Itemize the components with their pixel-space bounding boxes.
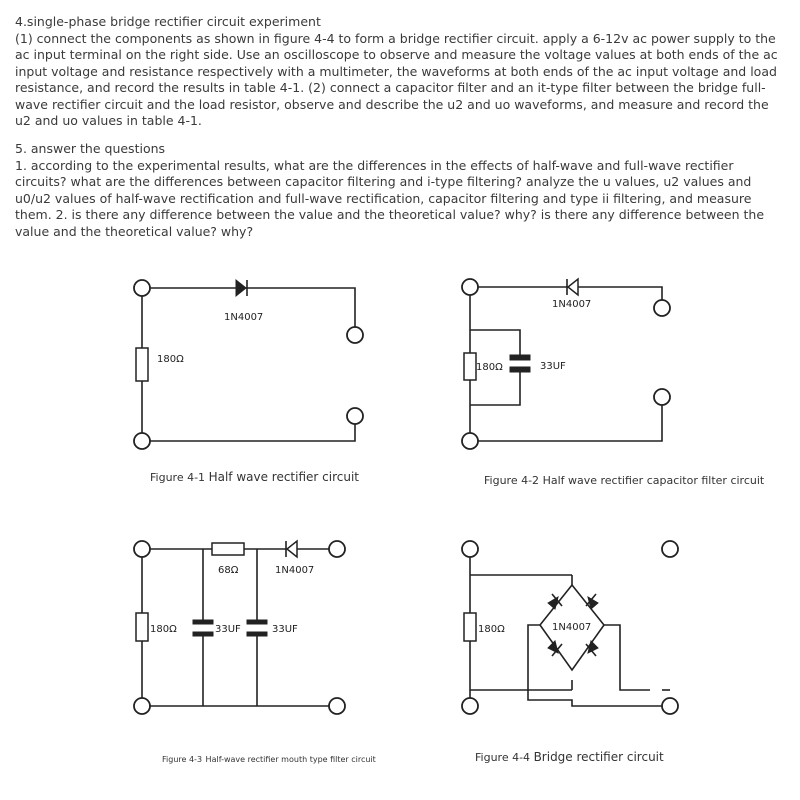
fig1-resistor-label: 180Ω — [157, 354, 184, 365]
fig1-diode-label: 1N4007 — [224, 312, 264, 323]
fig4-title: Bridge rectifier circuit — [533, 750, 664, 764]
questions-body: 1. according to the experimental results, what are the differences in the effects of half-wave and full-wave rectifier circuits? what are the differences between capacitor filtering and i-type filtering? analyze the u values, u2 values and u0/u2 values of half-wave rectification and full-wave rectification, capacitor filtering and type ii filtering, and measure them. 2. is there any difference between the value and the theoretical value? why? is there any difference between the value and the theoretical value? why? — [15, 157, 765, 239]
figure-4-1-caption — [150, 470, 359, 484]
fig4-resistor-label: 180Ω — [478, 624, 505, 635]
fig2-diode-label: 1N4007 — [552, 299, 592, 310]
fig3-cap1-label: 33UF — [215, 624, 241, 635]
fig4-terminal-bottom-left — [462, 698, 478, 714]
figure-4-2-caption — [484, 474, 764, 487]
fig4-terminal-top-right — [662, 541, 678, 557]
fig3-title: Half-wave rectifier mouth type filter circuit — [205, 755, 376, 764]
fig4-number: Figure 4-4 — [475, 751, 531, 764]
fig1-number: Figure 4-1 — [150, 471, 206, 484]
fig4-terminal-bottom-right — [662, 698, 678, 714]
fig3-resistor-label: 180Ω — [150, 624, 177, 635]
fig3-cap2-label: 33UF — [272, 624, 298, 635]
fig2-number: Figure 4-2 — [484, 474, 540, 487]
fig3-series-resistor-label: 68Ω — [218, 565, 239, 576]
fig2-title: Half wave rectifier capacitor filter circuit — [542, 474, 765, 487]
fig4-terminal-top-left — [462, 541, 478, 557]
fig2-resistor-label: 180Ω — [476, 362, 503, 373]
experiment-body: (1) connect the components as shown in figure 4-4 to form a bridge rectifier circuit. apply a 6-12v ac power supply to the ac input terminal on the right side. Use an oscilloscope to observe and measure the voltage values at both ends of the ac input voltage and resistance respectively with a multimeter, the waveforms at both ends of the ac input voltage and load resistance, and record the results in table 4-1. (2) connect a capacitor filter and an it-type filter between the bridge full-wave rectifier circuit and the load resistor, observe and describe the u2 and uo waveforms, and measure and record the u2 and uo values in table 4-1. — [15, 30, 778, 128]
fig3-number: Figure 4-3 — [162, 755, 203, 764]
figure-4-4-caption — [475, 750, 664, 764]
fig4-diode-label: 1N4007 — [552, 622, 592, 633]
fig2-capacitor-label: 33UF — [540, 361, 566, 372]
fig4-resistor — [464, 613, 476, 641]
figure-4-3-caption — [162, 752, 376, 765]
fig1-title: Half wave rectifier circuit — [208, 470, 360, 484]
experiment-heading: 4.single-phase bridge rectifier circuit experiment — [15, 14, 321, 29]
fig3-diode-label: 1N4007 — [275, 565, 315, 576]
questions-heading: 5. answer the questions — [15, 141, 166, 156]
